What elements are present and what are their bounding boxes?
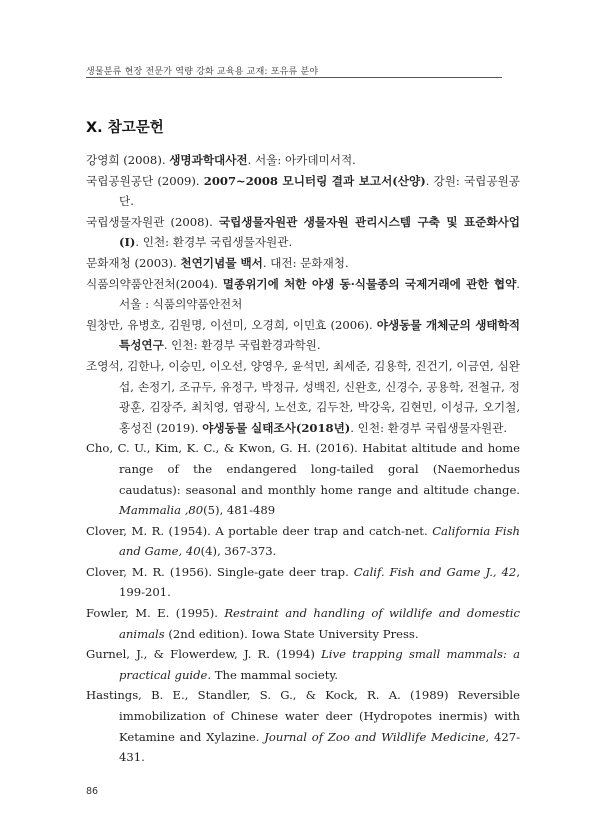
reference-text: 원창만, 유병호, 김원명, 이선미, 오경희, 이민효 (2006). — [86, 317, 377, 332]
reference-entry — [86, 438, 520, 520]
reference-text: . 대전: 문화재청. — [262, 255, 349, 270]
reference-list — [86, 150, 520, 768]
reference-text: Clover, M. R. (1956). Single-gate deer trap. — [86, 564, 354, 579]
reference-source: Calif. Fish and Game J., 42 — [353, 564, 517, 579]
reference-text: . 강원: 국립공원공단. — [119, 173, 520, 209]
reference-text: . The mammal society. — [207, 667, 339, 682]
reference-entry — [86, 685, 520, 767]
running-header: 생물분류 현장 전문가 역량 강화 교육용 교재: 포유류 분야 — [86, 67, 319, 77]
reference-title: 생명과학대사전 — [169, 153, 248, 167]
reference-entry — [86, 644, 520, 685]
reference-text: Cho, C. U., Kim, K. C., & Kwon, G. H. (2016). Habitat altitude and home range of the endangered long-tailed goral (Naemorhedus caudatus): seasonal and monthly home range and altitude change. — [86, 441, 520, 497]
page-number: 86 — [86, 786, 99, 797]
reference-text: 조영석, 김한나, 이승민, 이오선, 양영우, 윤석민, 최세준, 김용학, 진건기, 이금연, 심완섭, 손정기, 조규두, 유정구, 박정규, 성백진, 신완호, 신경수, 공용학, 전철규, 정광훈, 김장주, 최치영, 염광식, 노선호, 김두찬, 박강욱, 김현민, 이성규, 오기철, 홍성진 (2019). — [86, 358, 520, 435]
reference-entry — [86, 603, 520, 644]
reference-title: 천연기념물 백서 — [180, 255, 263, 270]
reference-source: Mammalia ,80 — [119, 503, 204, 518]
reference-source: California Fish and Game, 40 — [119, 523, 521, 559]
section-title: X. 참고문헌 — [86, 120, 164, 136]
reference-title: 야생동물 개체군의 생태학적 특성연구 — [119, 317, 521, 353]
reference-text: 강영희 (2008). — [86, 153, 170, 167]
reference-source: Live trapping small mammals: a practical guide — [119, 647, 521, 682]
reference-source: Restraint and handling of wildlife and domestic animals — [119, 606, 520, 641]
reference-entry — [86, 521, 520, 562]
reference-text: 국립공원공단 (2009). — [86, 173, 204, 188]
reference-text: (5), 481-489 — [203, 503, 276, 518]
reference-text: Hastings, B. E., Standler, S. G., & Kock, R. A. (1989) Reversible immobilization of Chinese water deer (Hydropotes inermis) with Ketamine and Xylazine. — [86, 688, 520, 744]
reference-entry — [86, 315, 520, 356]
reference-text: (4), 367-373. — [200, 544, 277, 559]
reference-title: 멸종위기에 처한 야생 동·식물종의 국제거래에 관한 협약 — [222, 276, 517, 291]
reference-text: . 인천: 환경부 국립환경과학원. — [163, 338, 321, 353]
reference-text: , 199-201. — [119, 564, 520, 600]
reference-entry — [86, 212, 520, 253]
reference-text: , 427-431. — [119, 729, 521, 765]
reference-text: 식품의약품안전처(2004). — [86, 276, 223, 291]
reference-text: 국립생물자원관 (2008). — [86, 214, 219, 229]
reference-text: 문화재청 (2003). — [86, 255, 181, 270]
reference-entry — [86, 150, 520, 171]
reference-entry — [86, 171, 520, 212]
reference-text: (2nd edition). Iowa State University Press. — [164, 626, 419, 641]
reference-entry — [86, 274, 520, 315]
reference-entry — [86, 253, 520, 274]
reference-entry — [86, 356, 520, 438]
header-divider — [86, 77, 502, 78]
reference-entry — [86, 562, 520, 603]
reference-source: Journal of Zoo and Wildlife Medicine — [264, 729, 486, 744]
reference-text: . 서울 : 식품의약품안전처 — [119, 276, 520, 312]
reference-text: Fowler, M. E. (1995). — [86, 606, 225, 621]
reference-text: . 서울: 아카데미서적. — [247, 153, 356, 167]
reference-text: Gurnel, J., & Flowerdew, J. R. (1994) — [86, 647, 322, 662]
reference-text: . 인천: 환경부 국립생물자원관. — [350, 420, 508, 435]
reference-text: Clover, M. R. (1954). A portable deer trap and catch-net. — [86, 523, 433, 538]
reference-title: 2007~2008 모니터링 결과 보고서(산양) — [203, 173, 426, 188]
reference-text: . 인천: 환경부 국립생물자원관. — [135, 235, 293, 250]
reference-title: 야생동물 실태조사(2018년) — [202, 420, 351, 435]
reference-title: 국립생물자원관 생물자원 관리시스템 구축 및 표준화사업 (I) — [119, 214, 520, 250]
